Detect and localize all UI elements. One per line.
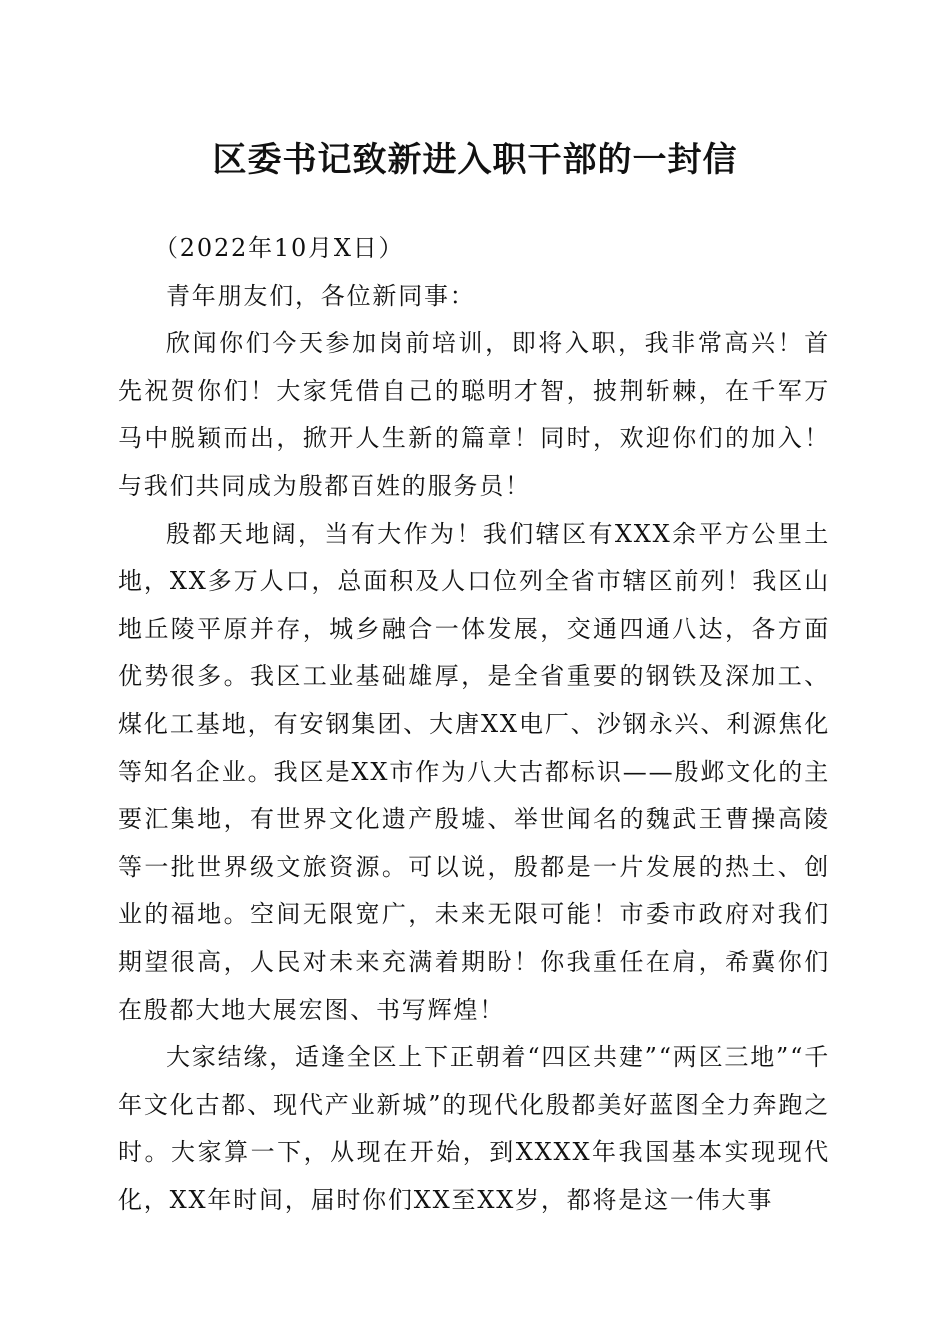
document-title: 区委书记致新进入职干部的一封信: [212, 140, 738, 180]
letter-salutation: 青年朋友们，各位新同事：: [166, 281, 476, 310]
paragraph-2: 殷都天地阔，当有大作为！我们辖区有XXX余平方公里土地，XX多万人口，总面积及人口位列全省市辖区前列！我区山地丘陵平原并存，城乡融合一体发展，交通四通八达，各方面优势很多。我区工业基础雄厚，是全省重要的钢铁及深加工、煤化工基地，有安钢集团、大唐XX电厂、沙钢永兴、利源焦化等知名企业。我区是XX市作为八大古都标识——殷邺文化的主要汇集地，有世界文化遗产殷墟、举世闻名的魏武王曹操高陵等一批世界级文旅资源。可以说，殷都是一片发展的热土、创业的福地。空间无限宽广，未来无限可能！市委市政府对我们期望很高，人民对未来充满着期盼！你我重任在肩，希冀你们在殷都大地大展宏图、书写辉煌！: [118, 519, 830, 1024]
document-body: [118, 225, 830, 1224]
letter-date: （2022年10月X日）: [154, 234, 405, 262]
paragraph-1: 欣闻你们今天参加岗前培训，即将入职，我非常高兴！首先祝贺你们！大家凭借自己的聪明才智，披荆斩棘，在千军万马中脱颖而出，掀开人生新的篇章！同时，欢迎你们的加入！与我们共同成为殷都百姓的服务员！: [118, 329, 830, 500]
paragraph-3: 大家结缘，适逢全区上下正朝着“四区共建”“两区三地”“千年文化古都、现代产业新城”的现代化殷都美好蓝图全力奔跑之时。大家算一下，从现在开始，到XXXX年我国基本实现现代化，XX年时间，届时你们XX至XX岁，都将是这一伟大事: [118, 1043, 830, 1214]
